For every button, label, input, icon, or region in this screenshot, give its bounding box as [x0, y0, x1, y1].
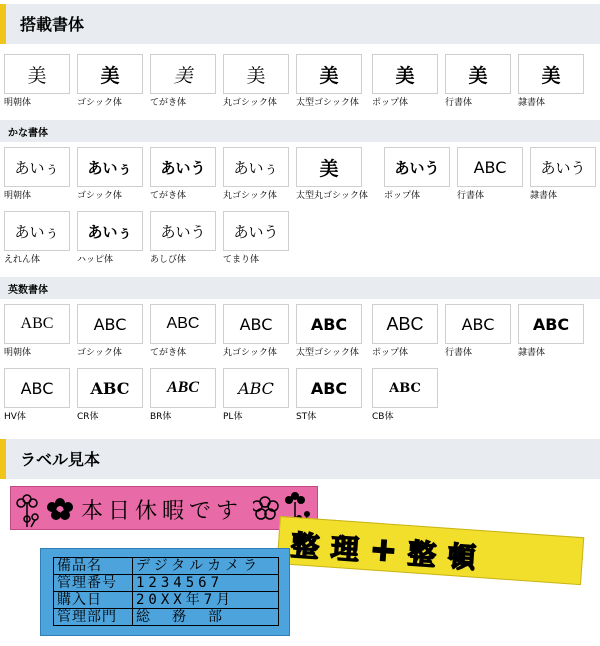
- font-sample: ABC: [445, 304, 511, 344]
- font-cell: [296, 54, 362, 108]
- font-name: ポップ体: [384, 191, 421, 201]
- font-cell: [296, 147, 368, 201]
- yellow-label-text: [290, 524, 489, 578]
- font-cell: [77, 211, 143, 265]
- font-name: BR体: [150, 412, 172, 422]
- pink-label-text: 本日休暇です: [81, 499, 244, 524]
- font-sample: ABC: [518, 304, 584, 344]
- font-sample: ABC: [150, 304, 216, 344]
- table-value: デジタルカメラ: [133, 558, 279, 575]
- font-name: CR体: [77, 412, 99, 422]
- font-name: ゴシック体: [77, 191, 122, 201]
- font-sample: ABC: [457, 147, 523, 187]
- font-cell: [4, 147, 70, 201]
- font-sample: ABC: [77, 304, 143, 344]
- font-cell: [150, 368, 216, 422]
- font-name: ゴシック体: [77, 348, 122, 358]
- font-name: HV体: [4, 412, 26, 422]
- font-sample: ABC: [223, 368, 289, 408]
- font-name: えれん体: [4, 255, 41, 265]
- font-cell: [150, 304, 216, 358]
- table-value: 総 務 部: [133, 609, 279, 626]
- font-cell: [4, 211, 70, 265]
- label-sample-pink: [10, 486, 318, 530]
- font-name: 明朝体: [4, 98, 32, 108]
- font-cell: [296, 304, 362, 358]
- font-name: ST体: [296, 412, 317, 422]
- font-cell: [4, 368, 70, 422]
- alpha-section-title: 英数書体: [8, 285, 48, 296]
- font-cell: [150, 211, 216, 265]
- labels-section-header: [0, 439, 600, 479]
- font-sample: あいぅ: [223, 147, 289, 187]
- font-name: 太型ゴシック体: [296, 98, 359, 108]
- alpha-section-header: [0, 277, 600, 299]
- font-name: 隷書体: [530, 191, 558, 201]
- font-sample: ABC: [77, 368, 143, 408]
- asset-label-table: [53, 557, 279, 626]
- yellow-label-right: 整頓: [406, 537, 489, 576]
- font-cell: [518, 304, 584, 358]
- font-sample: ABC: [372, 304, 438, 344]
- font-name: あしび体: [150, 255, 187, 265]
- font-sample: あいう: [530, 147, 596, 187]
- kana-section-title: かな書体: [8, 128, 48, 139]
- font-name: 丸ゴシック体: [223, 191, 277, 201]
- table-value: 1234567: [133, 575, 279, 592]
- font-sample: 美: [296, 54, 362, 94]
- font-sample: ABC: [223, 304, 289, 344]
- label-sample-blue: [40, 548, 290, 636]
- font-name: 明朝体: [4, 348, 32, 358]
- font-name: 行書体: [445, 98, 473, 108]
- font-name: 隷書体: [518, 98, 546, 108]
- font-sample: 美: [150, 54, 216, 94]
- font-cell: [77, 368, 143, 422]
- flower-icon: [15, 489, 75, 529]
- kana-section-header: [0, 120, 600, 142]
- font-cell: [4, 54, 70, 108]
- table-row: [54, 592, 279, 609]
- plus-icon: ✚: [369, 533, 410, 571]
- font-name: 隷書体: [518, 348, 546, 358]
- table-value: 20XX年7月: [133, 592, 279, 609]
- font-cell: [372, 54, 438, 108]
- font-cell: [457, 147, 523, 201]
- font-sample: あいう: [150, 147, 216, 187]
- font-name: てがき体: [150, 98, 187, 108]
- font-name: てがき体: [150, 348, 187, 358]
- font-cell: [77, 147, 143, 201]
- font-name: 太型丸ゴシック体: [296, 191, 368, 201]
- font-name: てがき体: [150, 191, 187, 201]
- font-sample: 美: [77, 54, 143, 94]
- font-sample: あいう: [223, 211, 289, 251]
- font-cell: [518, 54, 584, 108]
- font-cell: [223, 147, 289, 201]
- font-sample: ABC: [372, 368, 438, 408]
- font-name: 行書体: [445, 348, 473, 358]
- font-cell: [530, 147, 596, 201]
- font-sample: 美: [445, 54, 511, 94]
- font-sample: あいぅ: [4, 147, 70, 187]
- table-row: [54, 575, 279, 592]
- font-cell: [223, 368, 289, 422]
- font-name: 太型ゴシック体: [296, 348, 359, 358]
- font-sample: ABC: [4, 304, 70, 344]
- table-key: 管理番号: [54, 575, 133, 592]
- font-name: てまり体: [223, 255, 260, 265]
- font-sample: 美: [223, 54, 289, 94]
- font-cell: [150, 147, 216, 201]
- font-cell: [4, 304, 70, 358]
- table-key: 備品名: [54, 558, 133, 575]
- fonts-section-header: [0, 4, 600, 44]
- font-sample: あいう: [150, 211, 216, 251]
- font-sample: ABC: [296, 304, 362, 344]
- font-cell: [372, 368, 438, 422]
- font-sample: あいぅ: [4, 211, 70, 251]
- font-name: 行書体: [457, 191, 485, 201]
- font-sample: 美: [372, 54, 438, 94]
- font-cell: [223, 304, 289, 358]
- font-cell: [77, 54, 143, 108]
- font-sample: ABC: [150, 368, 216, 408]
- font-cell: [372, 304, 438, 358]
- label-sample-yellow: [277, 516, 585, 585]
- font-name: CB体: [372, 412, 394, 422]
- font-cell: [445, 304, 511, 358]
- font-cell: [223, 211, 289, 265]
- fonts-section-title: 搭載書体: [20, 15, 85, 34]
- font-sample: 美: [4, 54, 70, 94]
- font-cell: [296, 368, 362, 422]
- font-sample: あいぅ: [77, 211, 143, 251]
- font-cell: [77, 304, 143, 358]
- font-sample: 美: [518, 54, 584, 94]
- font-name: 丸ゴシック体: [223, 348, 277, 358]
- font-sample: ABC: [296, 368, 362, 408]
- font-name: ハッピ体: [77, 255, 114, 265]
- font-sample: ABC: [4, 368, 70, 408]
- table-row: [54, 609, 279, 626]
- font-name: 丸ゴシック体: [223, 98, 277, 108]
- font-cell: [223, 54, 289, 108]
- font-sample: あいう: [384, 147, 450, 187]
- table-row: [54, 558, 279, 575]
- font-name: PL体: [223, 412, 243, 422]
- table-key: 購入日: [54, 592, 133, 609]
- labels-section-title: ラベル見本: [20, 450, 101, 469]
- font-name: ポップ体: [372, 348, 409, 358]
- table-key: 管理部門: [54, 609, 133, 626]
- yellow-label-left: 整理: [289, 528, 372, 568]
- font-name: ポップ体: [372, 98, 409, 108]
- font-sample: あいぅ: [77, 147, 143, 187]
- font-name: ゴシック体: [77, 98, 122, 108]
- font-cell: [150, 54, 216, 108]
- font-cell: [384, 147, 450, 201]
- font-sample: 美: [296, 147, 362, 187]
- font-name: 明朝体: [4, 191, 32, 201]
- font-cell: [445, 54, 511, 108]
